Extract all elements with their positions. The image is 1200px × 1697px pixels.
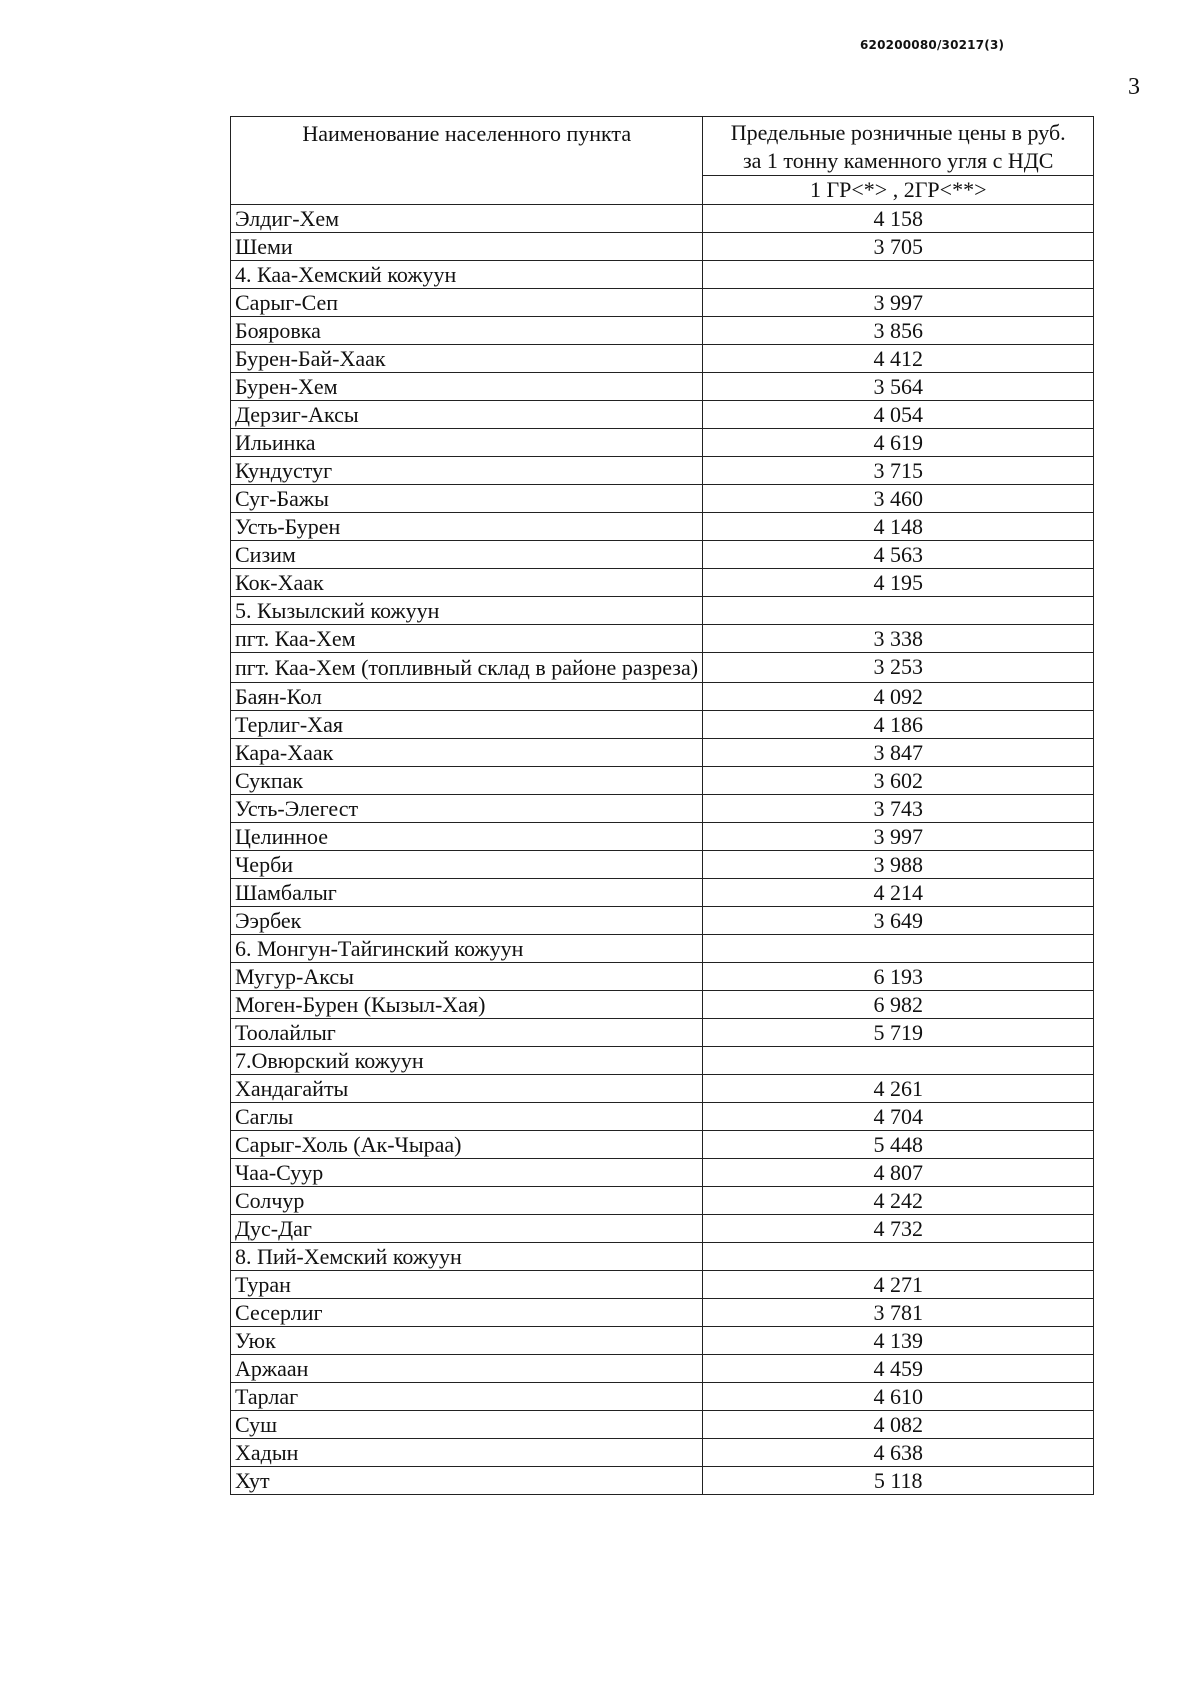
settlement-name-cell: Баян-Кол — [231, 683, 703, 711]
table-row — [231, 1103, 1094, 1131]
price-cell: 3 253 — [703, 653, 1094, 683]
settlement-name-cell: 8. Пий-Хемский кожуун — [231, 1243, 703, 1271]
table-row — [231, 1327, 1094, 1355]
header-price-subheader: 1 ГР<*> , 2ГР<**> — [703, 176, 1094, 205]
table-row — [231, 795, 1094, 823]
settlement-name-cell: Мугур-Аксы — [231, 963, 703, 991]
table-row — [231, 1383, 1094, 1411]
price-cell: 3 705 — [703, 233, 1094, 261]
settlement-name-cell: Сарыг-Сеп — [231, 289, 703, 317]
table-row — [231, 485, 1094, 513]
price-cell: 3 856 — [703, 317, 1094, 345]
price-cell — [703, 935, 1094, 963]
table-row — [231, 851, 1094, 879]
settlement-name-cell: Хандагайты — [231, 1075, 703, 1103]
document-id: 620200080/30217(3) — [860, 38, 1005, 52]
table-row — [231, 541, 1094, 569]
price-cell: 4 054 — [703, 401, 1094, 429]
table-row — [231, 1411, 1094, 1439]
header-price-column — [703, 117, 1094, 176]
settlement-name-cell: пгт. Каа-Хем — [231, 625, 703, 653]
settlement-name-cell: Ильинка — [231, 429, 703, 457]
settlement-name-cell: Кундустуг — [231, 457, 703, 485]
settlement-name-cell: Тарлаг — [231, 1383, 703, 1411]
settlement-name-cell: Дус-Даг — [231, 1215, 703, 1243]
table-row — [231, 739, 1094, 767]
table-row — [231, 879, 1094, 907]
price-cell: 3 997 — [703, 289, 1094, 317]
settlement-name-cell: Суг-Бажы — [231, 485, 703, 513]
table-row — [231, 935, 1094, 963]
table-row — [231, 1047, 1094, 1075]
price-cell — [703, 261, 1094, 289]
settlement-name-cell: Солчур — [231, 1187, 703, 1215]
settlement-name-cell: Уюк — [231, 1327, 703, 1355]
settlement-name-cell: Шамбалыг — [231, 879, 703, 907]
settlement-name-cell: Черби — [231, 851, 703, 879]
table-row — [231, 261, 1094, 289]
price-cell: 3 847 — [703, 739, 1094, 767]
table-header — [231, 117, 1094, 205]
price-table — [230, 116, 1094, 1495]
price-cell — [703, 597, 1094, 625]
settlement-name-cell: Аржаан — [231, 1355, 703, 1383]
price-cell: 4 807 — [703, 1159, 1094, 1187]
table-row — [231, 233, 1094, 261]
table-row — [231, 317, 1094, 345]
price-cell: 5 448 — [703, 1131, 1094, 1159]
settlement-name-cell: Шеми — [231, 233, 703, 261]
table-row — [231, 1131, 1094, 1159]
table-row — [231, 1355, 1094, 1383]
table-row — [231, 711, 1094, 739]
settlement-name-cell: Кок-Хаак — [231, 569, 703, 597]
settlement-name-cell: Терлиг-Хая — [231, 711, 703, 739]
price-cell — [703, 1243, 1094, 1271]
settlement-name-cell: Сизим — [231, 541, 703, 569]
price-cell: 4 412 — [703, 345, 1094, 373]
price-cell: 4 563 — [703, 541, 1094, 569]
price-cell: 4 242 — [703, 1187, 1094, 1215]
settlement-name-cell: Суш — [231, 1411, 703, 1439]
table-row — [231, 1215, 1094, 1243]
table-row — [231, 289, 1094, 317]
settlement-name-cell: 6. Монгун-Тайгинский кожуун — [231, 935, 703, 963]
price-cell: 4 610 — [703, 1383, 1094, 1411]
settlement-name-cell: Моген-Бурен (Кызыл-Хая) — [231, 991, 703, 1019]
settlement-name-cell: Хадын — [231, 1439, 703, 1467]
settlement-name-cell: Туран — [231, 1271, 703, 1299]
settlement-name-cell: Кара-Хаак — [231, 739, 703, 767]
table-row — [231, 345, 1094, 373]
price-cell: 3 997 — [703, 823, 1094, 851]
price-cell: 4 148 — [703, 513, 1094, 541]
price-cell: 4 186 — [703, 711, 1094, 739]
settlement-name-cell: пгт. Каа-Хем (топливный склад в районе разреза) — [231, 653, 703, 683]
settlement-name-cell: Бурен-Хем — [231, 373, 703, 401]
settlement-name-cell: Хут — [231, 1467, 703, 1495]
price-cell: 3 460 — [703, 485, 1094, 513]
price-cell: 6 193 — [703, 963, 1094, 991]
settlement-name-cell: Усть-Бурен — [231, 513, 703, 541]
price-cell: 4 092 — [703, 683, 1094, 711]
table-row — [231, 1439, 1094, 1467]
table-body — [231, 205, 1094, 1495]
table-row — [231, 653, 1094, 683]
price-cell: 4 704 — [703, 1103, 1094, 1131]
table-row — [231, 513, 1094, 541]
page-number: 3 — [1128, 74, 1140, 100]
price-cell: 4 195 — [703, 569, 1094, 597]
price-cell: 3 743 — [703, 795, 1094, 823]
settlement-name-cell: Тоолайлыг — [231, 1019, 703, 1047]
table-row — [231, 1271, 1094, 1299]
price-cell: 6 982 — [703, 991, 1094, 1019]
table-row — [231, 1467, 1094, 1495]
table-row — [231, 963, 1094, 991]
settlement-name-cell: Целинное — [231, 823, 703, 851]
settlement-name-cell: Элдиг-Хем — [231, 205, 703, 233]
table-row — [231, 429, 1094, 457]
price-cell: 4 139 — [703, 1327, 1094, 1355]
settlement-name-cell: 7.Овюрский кожуун — [231, 1047, 703, 1075]
settlement-name-cell: Чаа-Суур — [231, 1159, 703, 1187]
table-row — [231, 457, 1094, 485]
table-row — [231, 1159, 1094, 1187]
header-price-line2: за 1 тонну каменного угля с НДС — [742, 148, 1054, 173]
price-cell: 3 564 — [703, 373, 1094, 401]
table-row — [231, 907, 1094, 935]
settlement-name-cell: Саглы — [231, 1103, 703, 1131]
price-cell: 3 338 — [703, 625, 1094, 653]
settlement-name-cell: 4. Каа-Хемский кожуун — [231, 261, 703, 289]
table-row — [231, 569, 1094, 597]
header-price-line1: Предельные розничные цены в руб. — [730, 120, 1066, 145]
header-name-column — [231, 117, 703, 205]
settlement-name-cell: Бояровка — [231, 317, 703, 345]
table-row — [231, 1243, 1094, 1271]
table-row — [231, 1075, 1094, 1103]
table-row — [231, 767, 1094, 795]
settlement-name-cell: Сесерлиг — [231, 1299, 703, 1327]
table-row — [231, 1299, 1094, 1327]
settlement-name-cell: Сарыг-Холь (Ак-Чыраа) — [231, 1131, 703, 1159]
table-row — [231, 597, 1094, 625]
settlement-name-cell: 5. Кызылский кожуун — [231, 597, 703, 625]
table-row — [231, 991, 1094, 1019]
table-row — [231, 625, 1094, 653]
table-row — [231, 401, 1094, 429]
price-cell: 4 214 — [703, 879, 1094, 907]
header-name-label: Наименование населенного пункта — [302, 121, 632, 146]
price-cell: 5 719 — [703, 1019, 1094, 1047]
price-cell: 3 781 — [703, 1299, 1094, 1327]
settlement-name-cell: Сукпак — [231, 767, 703, 795]
price-cell: 4 082 — [703, 1411, 1094, 1439]
price-cell: 4 459 — [703, 1355, 1094, 1383]
price-cell: 5 118 — [703, 1467, 1094, 1495]
table-row — [231, 1019, 1094, 1047]
price-cell: 4 158 — [703, 205, 1094, 233]
price-cell: 4 732 — [703, 1215, 1094, 1243]
settlement-name-cell: Ээрбек — [231, 907, 703, 935]
price-cell — [703, 1047, 1094, 1075]
table-row — [231, 823, 1094, 851]
price-cell: 4 271 — [703, 1271, 1094, 1299]
settlement-name-cell: Усть-Элегест — [231, 795, 703, 823]
price-cell: 3 649 — [703, 907, 1094, 935]
table-row — [231, 1187, 1094, 1215]
table-row — [231, 683, 1094, 711]
price-cell: 4 638 — [703, 1439, 1094, 1467]
price-cell: 4 619 — [703, 429, 1094, 457]
price-cell: 3 988 — [703, 851, 1094, 879]
table-row — [231, 205, 1094, 233]
price-cell: 3 602 — [703, 767, 1094, 795]
price-cell: 4 261 — [703, 1075, 1094, 1103]
table-row — [231, 373, 1094, 401]
settlement-name-cell: Бурен-Бай-Хаак — [231, 345, 703, 373]
settlement-name-cell: Дерзиг-Аксы — [231, 401, 703, 429]
price-cell: 3 715 — [703, 457, 1094, 485]
